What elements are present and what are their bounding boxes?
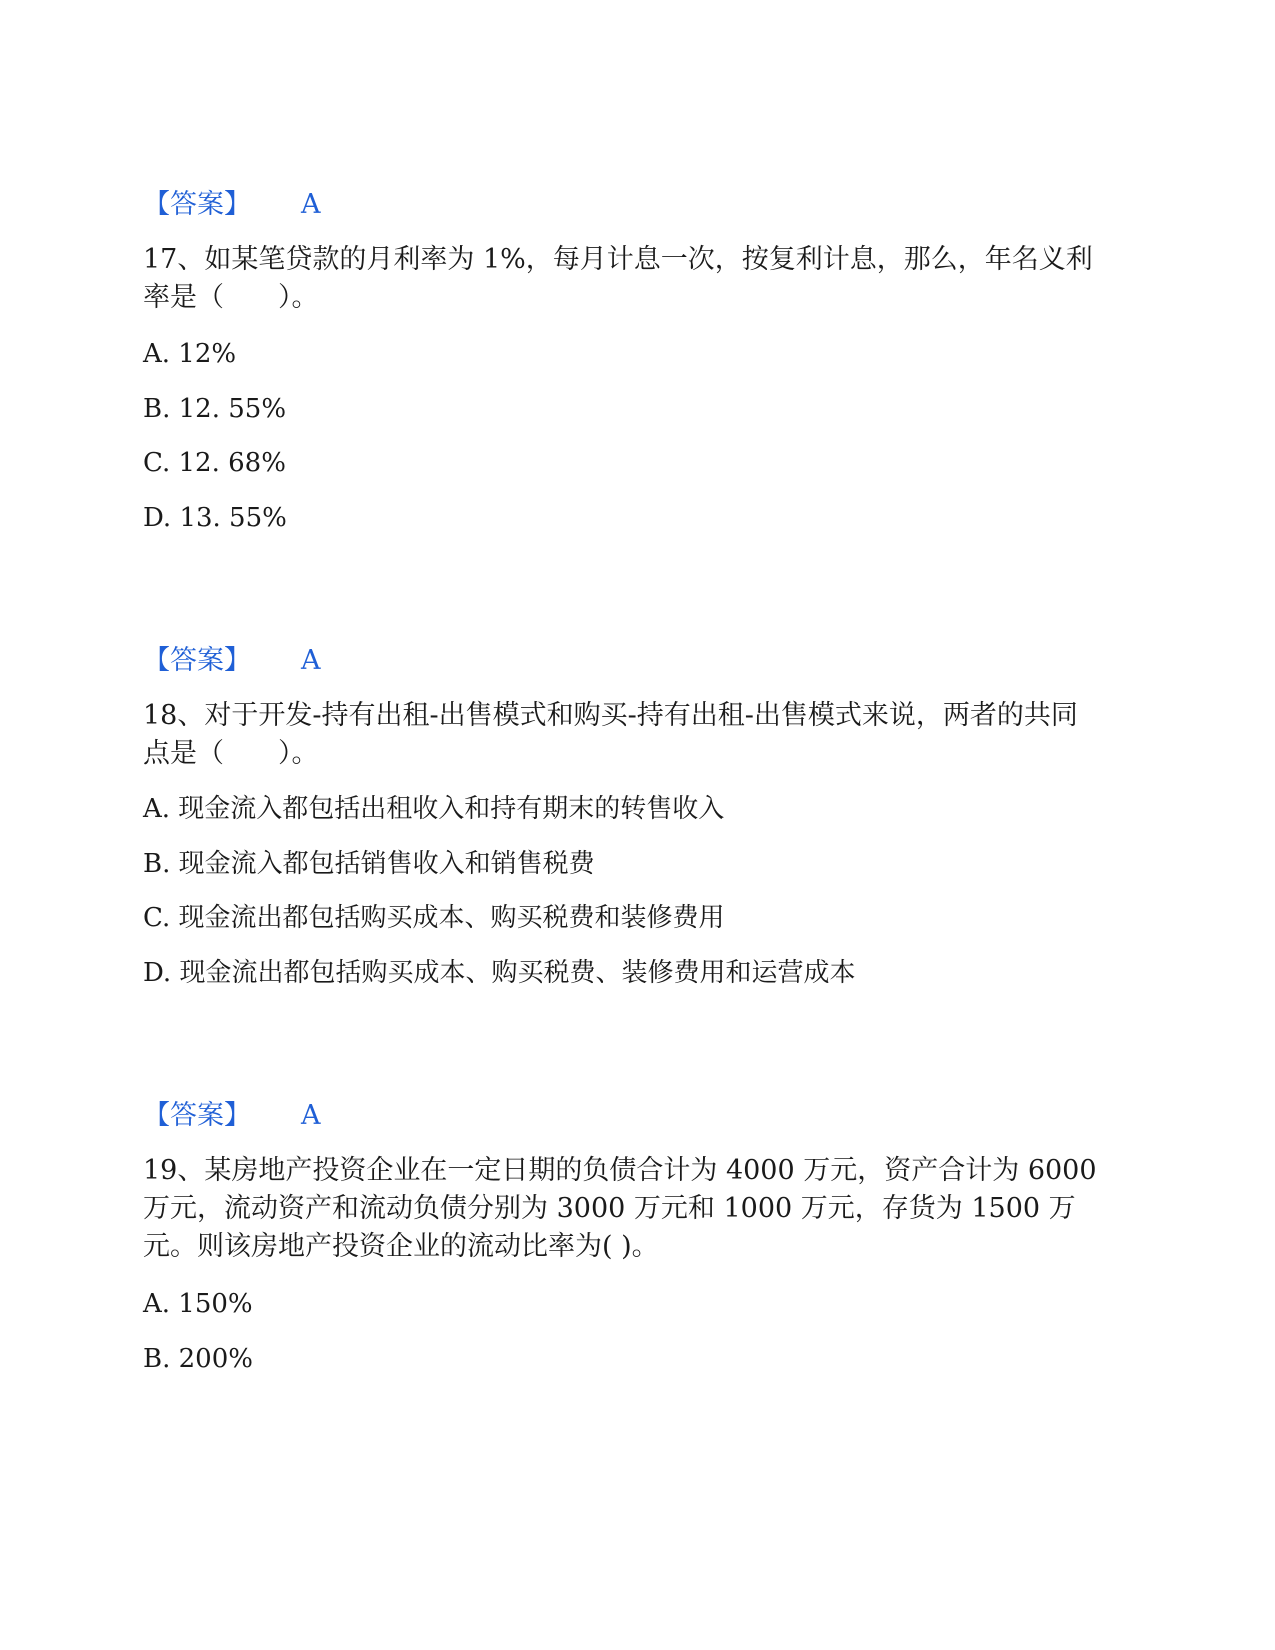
answer-line-16 — [143, 188, 321, 222]
question-18-stem: 18、对于开发-持有出租-出售模式和购买-持有出租-出售模式来说，两者的共同点是（ ）。 — [143, 700, 1078, 769]
answer-value: A — [301, 1100, 321, 1131]
answer-value: A — [301, 645, 321, 676]
question-17-stem: 17、如某笔贷款的月利率为 1%，每月计息一次，按复利计息，那么，年名义利率是（ ）。 — [143, 244, 1093, 313]
question-17-option-a: A. 12% — [143, 339, 237, 369]
answer-line-17 — [143, 644, 321, 678]
answer-label: 【答案】 — [143, 645, 251, 676]
question-18-option-a: A. 现金流入都包括出租收入和持有期末的转售收入 — [143, 794, 725, 824]
question-19-option-a: A. 150% — [143, 1289, 253, 1319]
question-18-option-d: D. 现金流出都包括购买成本、购买税费、装修费用和运营成本 — [143, 958, 856, 988]
answer-line-18 — [143, 1099, 321, 1133]
question-17-option-b: B. 12. 55% — [143, 394, 287, 424]
question-17-option-d: D. 13. 55% — [143, 503, 287, 533]
question-19-stem: 19、某房地产投资企业在一定日期的负债合计为 4000 万元，资产合计为 6000 万元，流动资产和流动负债分别为 3000 万元和 1000 万元，存货为 1500 万元。则该房地产投资企业的流动比率为( )。 — [143, 1155, 1097, 1262]
question-17-option-c: C. 12. 68% — [143, 448, 286, 478]
answer-label: 【答案】 — [143, 1100, 251, 1131]
answer-label: 【答案】 — [143, 189, 251, 220]
question-18-option-c: C. 现金流出都包括购买成本、购买税费和装修费用 — [143, 903, 725, 933]
question-18-option-b: B. 现金流入都包括销售收入和销售税费 — [143, 849, 595, 879]
answer-value: A — [301, 189, 321, 220]
question-19-option-b: B. 200% — [143, 1344, 253, 1374]
